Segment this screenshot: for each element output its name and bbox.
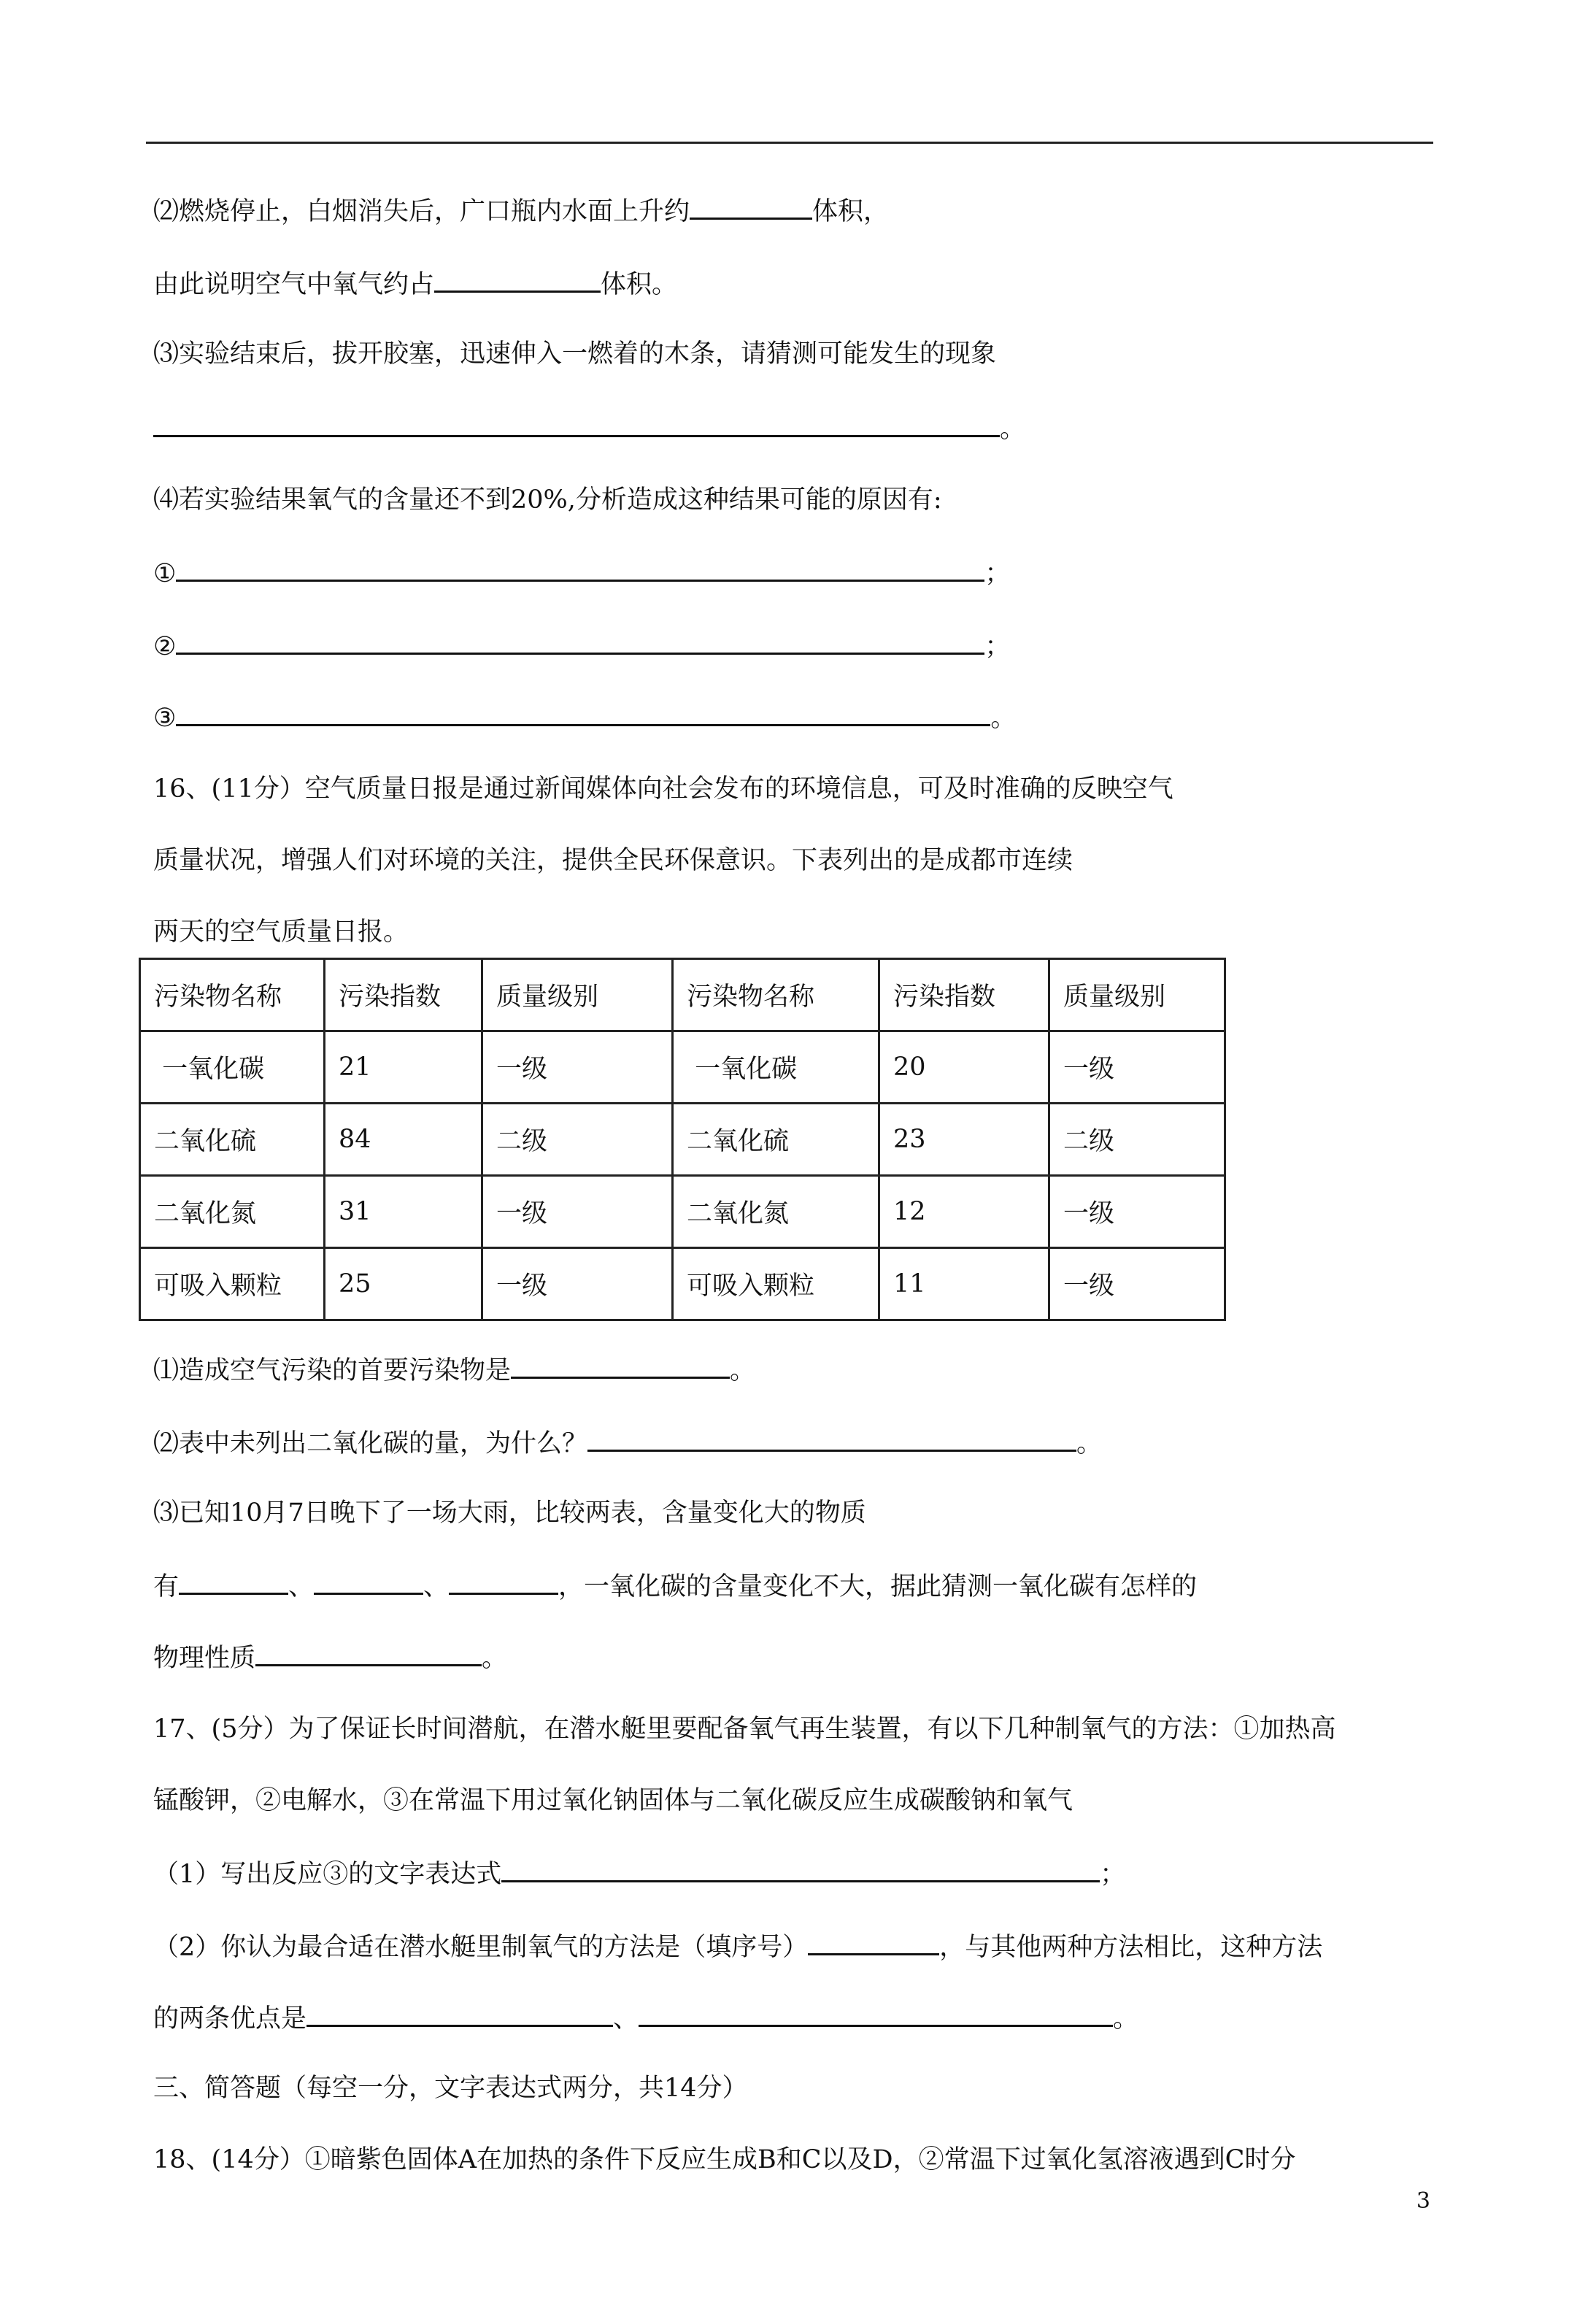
question-16-1: ⑴造成空气污染的首要污染物是 。 <box>153 1350 755 1389</box>
answer-blank[interactable] <box>587 1423 1076 1452</box>
table-row <box>140 1248 1225 1320</box>
table-header-cell: 质量级别 <box>482 959 673 1031</box>
page-number: 3 <box>1416 2188 1430 2214</box>
table-cell: 二氧化氮 <box>140 1176 325 1248</box>
table-cell: 一级 <box>1049 1176 1225 1248</box>
answer-blank[interactable] <box>511 1350 730 1379</box>
table-cell: 12 <box>879 1176 1049 1248</box>
question-16-intro-3: 两天的空气质量日报。 <box>153 917 409 947</box>
answer-blank[interactable] <box>639 1998 1113 2027</box>
air-quality-table <box>139 958 1226 1321</box>
question-17-2: （2）你认为最合适在潜水艇里制氧气的方法是（填序号） ，与其他两种方法相比，这种方法 <box>153 1927 1322 1966</box>
question-17-intro-1: 17、(5分）为了保证长时间潜航，在潜水艇里要配备氧气再生装置，有以下几种制氧气的方法：①加热高 <box>153 1715 1336 1744</box>
table-cell: 11 <box>879 1248 1049 1320</box>
answer-blank[interactable] <box>808 1927 939 1955</box>
table-header-cell: 污染指数 <box>325 959 482 1031</box>
question-16-3: ⑶已知10月7日晚下了一场大雨，比较两表，含量变化大的物质 <box>153 1498 866 1528</box>
table-cell: 可吸入颗粒 <box>673 1248 879 1320</box>
table-cell: 二级 <box>482 1104 673 1176</box>
table-cell: 一级 <box>1049 1248 1225 1320</box>
answer-blank[interactable] <box>690 191 812 220</box>
reason-3: ③ 。 <box>153 698 1016 736</box>
question-18: 18、(14分）①暗紫色固体A在加热的条件下反应生成B和C以及D，②常温下过氧化氢溶液遇到C时分 <box>153 2145 1296 2174</box>
question-16-intro-1: 16、(11分）空气质量日报是通过新闻媒体向社会发布的环境信息，可及时准确的反映空气 <box>153 774 1173 804</box>
answer-blank[interactable] <box>255 1638 482 1666</box>
question-17-3: 的两条优点是 、 。 <box>153 1998 1138 2037</box>
table-cell: 25 <box>325 1248 482 1320</box>
answer-blank[interactable] <box>176 553 984 582</box>
reason-1: ① ； <box>153 553 1010 592</box>
question-16-intro-2: 质量状况，增强人们对环境的关注，提供全民环保意识。下表列出的是成都市连续 <box>153 846 1073 875</box>
table-cell: 二氧化氮 <box>673 1176 879 1248</box>
question-16-2: ⑵表中未列出二氧化碳的量，为什么？ 。 <box>153 1423 1102 1462</box>
answer-blank[interactable] <box>153 409 1000 437</box>
table-cell: 21 <box>325 1031 482 1104</box>
table-cell: 一级 <box>482 1031 673 1104</box>
table-row <box>140 1176 1225 1248</box>
table-row <box>140 1031 1225 1104</box>
table-cell: 一级 <box>482 1248 673 1320</box>
table-cell: 23 <box>879 1104 1049 1176</box>
answer-blank[interactable] <box>176 698 990 726</box>
answer-blank[interactable] <box>307 1998 613 2027</box>
question-3-answer: 。 <box>153 409 1025 447</box>
table-cell: 可吸入颗粒 <box>140 1248 325 1320</box>
table-cell: 20 <box>879 1031 1049 1104</box>
answer-blank[interactable] <box>434 264 601 293</box>
answer-blank[interactable] <box>501 1854 1100 1882</box>
table-header-cell: 污染物名称 <box>673 959 879 1031</box>
answer-blank[interactable] <box>314 1566 423 1595</box>
table-cell: 84 <box>325 1104 482 1176</box>
answer-blank[interactable] <box>179 1566 288 1595</box>
question-17-1: （1）写出反应③的文字表达式 ； <box>153 1854 1125 1893</box>
table-cell: 二氧化硫 <box>673 1104 879 1176</box>
question-16-3-property: 物理性质 。 <box>153 1638 507 1677</box>
question-4-text: ⑷若实验结果氧气的含量还不到20%,分析造成这种结果可能的原因有: <box>153 485 942 515</box>
header-rule <box>146 142 1433 144</box>
table-cell: 31 <box>325 1176 482 1248</box>
table-cell: 一氧化碳 <box>673 1031 879 1104</box>
question-16-3-blanks: 有 、 、 ，一氧化碳的含量变化不大，据此猜测一氧化碳有怎样的 <box>153 1566 1197 1605</box>
table-header-row <box>140 959 1225 1031</box>
reason-2: ② ； <box>153 626 1010 665</box>
table-header-cell: 质量级别 <box>1049 959 1225 1031</box>
table-row <box>140 1104 1225 1176</box>
table-cell: 一级 <box>482 1176 673 1248</box>
question-3-text: ⑶实验结束后，拔开胶塞，迅速伸入一燃着的木条，请猜测可能发生的现象 <box>153 339 997 369</box>
table-cell: 一级 <box>1049 1031 1225 1104</box>
answer-blank[interactable] <box>176 626 984 655</box>
table-cell: 一氧化碳 <box>140 1031 325 1104</box>
table-header-cell: 污染物名称 <box>140 959 325 1031</box>
question-17-intro-2: 锰酸钾，②电解水，③在常温下用过氧化钠固体与二氧化碳反应生成碳酸钠和氧气 <box>153 1786 1073 1815</box>
section-3-heading: 三、简答题（每空一分，文字表达式两分，共14分） <box>153 2074 748 2103</box>
answer-blank[interactable] <box>449 1566 558 1595</box>
question-2-line: ⑵燃烧停止，白烟消失后，广口瓶内水面上升约 体积， <box>153 191 889 230</box>
question-2-conclusion: 由此说明空气中氧气约占 体积。 <box>153 264 677 303</box>
table-cell: 二氧化硫 <box>140 1104 325 1176</box>
table-cell: 二级 <box>1049 1104 1225 1176</box>
table-header-cell: 污染指数 <box>879 959 1049 1031</box>
